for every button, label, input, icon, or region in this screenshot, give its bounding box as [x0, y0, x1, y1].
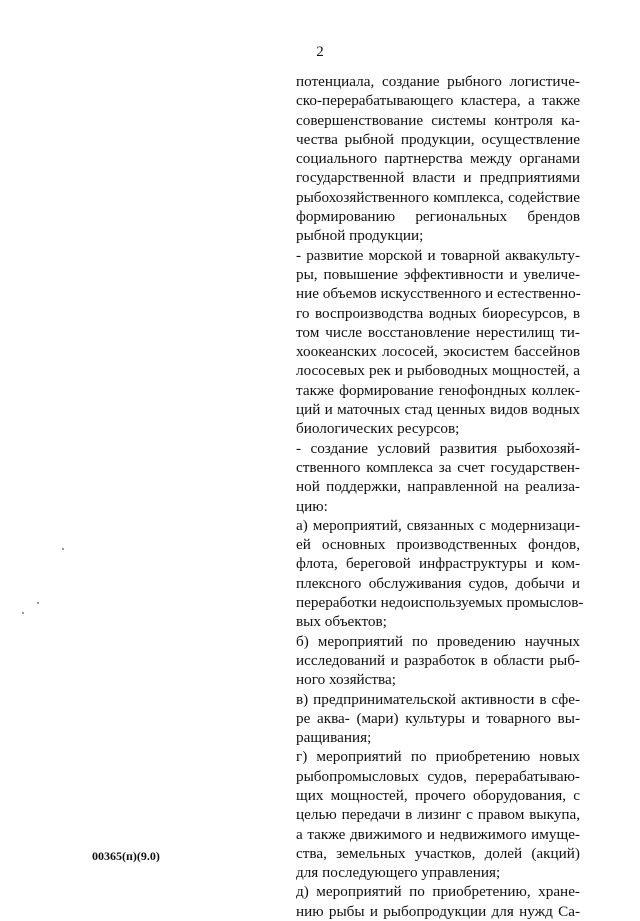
text-line: ей основных производственных фондов, [296, 536, 580, 554]
text-line: вых объектов; [296, 613, 387, 631]
text-line: лососевых рек и рыбоводных мощностей, а [296, 362, 580, 380]
text-line: ства, земельных участков, долей (акций) [296, 844, 580, 862]
text-line: целью передачи в лизинг с правом выкупа, [296, 806, 580, 824]
text-line: щих мощностей, прочего оборудования, с [296, 786, 580, 804]
scan-speck [62, 548, 64, 550]
text-line: потенциала, создание рыбного логистиче- [296, 73, 580, 90]
text-line: исследований и разработок в области рыб- [296, 651, 580, 669]
text-line: биологических ресурсов; [296, 420, 460, 438]
text-line: чества рыбной продукции, осуществление [296, 130, 580, 148]
text-line: ственного комплекса за счет государствен- [296, 458, 580, 476]
text-line: в) предпринимательской активности в сфе- [296, 690, 580, 708]
text-line: социального партнерства между органами [296, 150, 580, 168]
text-line: - создание условий развития рыбохозяй- [296, 439, 580, 457]
text-line: том числе восстановление нерестилищ ти- [296, 323, 580, 341]
text-line: также формирование генофондных коллек- [296, 381, 580, 399]
text-line: для последующего управления; [296, 864, 501, 882]
text-line: государственной власти и предприятиями [296, 169, 580, 187]
body-text [296, 72, 584, 921]
document-code: 00365(п)(9.0) [92, 849, 160, 863]
text-line: б) мероприятий по проведению научных [296, 632, 580, 650]
text-line: рыбопромысловых судов, перерабатываю- [296, 767, 580, 785]
text-line: д) мероприятий по приобретению, хране- [296, 883, 580, 901]
text-line: рыбохозяйственного комплекса, содействие [296, 188, 580, 206]
text-line: рыбной продукции; [296, 227, 424, 245]
scan-speck [37, 602, 39, 604]
text-line: ние объемов искусственного и естественно- [296, 285, 581, 303]
text-line: го воспроизводства водных биоресурсов, в [296, 304, 580, 322]
text-line: ного хозяйства; [296, 671, 396, 689]
text-line: а также движимого и недвижимого имуще- [296, 825, 580, 843]
text-line: совершенствование системы контроля ка- [296, 111, 580, 129]
text-line: переработки недоиспользуемых промыслов- [296, 594, 584, 612]
text-line: ры, повышение эффективности и увеличе- [296, 265, 580, 283]
page-number: 2 [316, 44, 324, 60]
text-line: формированию региональных брендов [296, 208, 580, 226]
text-line: г) мероприятий по приобретению новых [296, 748, 580, 766]
text-line: флота, береговой инфраструктуры и ком- [296, 555, 580, 573]
text-line: ращивания; [296, 729, 372, 747]
text-line: ций и маточных стад ценных видов водных [296, 401, 580, 419]
text-line: ско-перерабатывающего кластера, а также [296, 92, 580, 110]
text-line: ре аква- (мари) культуры и товарного вы- [296, 709, 580, 727]
text-line: нию рыбы и рыбопродукции для нужд Са- [296, 902, 580, 920]
text-line: плексного обслуживания судов, добычи и [296, 574, 580, 592]
text-line: - развитие морской и товарной аквакульту- [296, 246, 580, 264]
text-line: хоокеанских лососей, экосистем бассейнов [296, 343, 580, 361]
text-line: цию: [296, 497, 328, 515]
scan-speck [22, 612, 24, 614]
text-line: ной поддержки, направленной на реализа- [296, 478, 580, 496]
text-line: а) мероприятий, связанных с модернизаци- [296, 516, 580, 534]
